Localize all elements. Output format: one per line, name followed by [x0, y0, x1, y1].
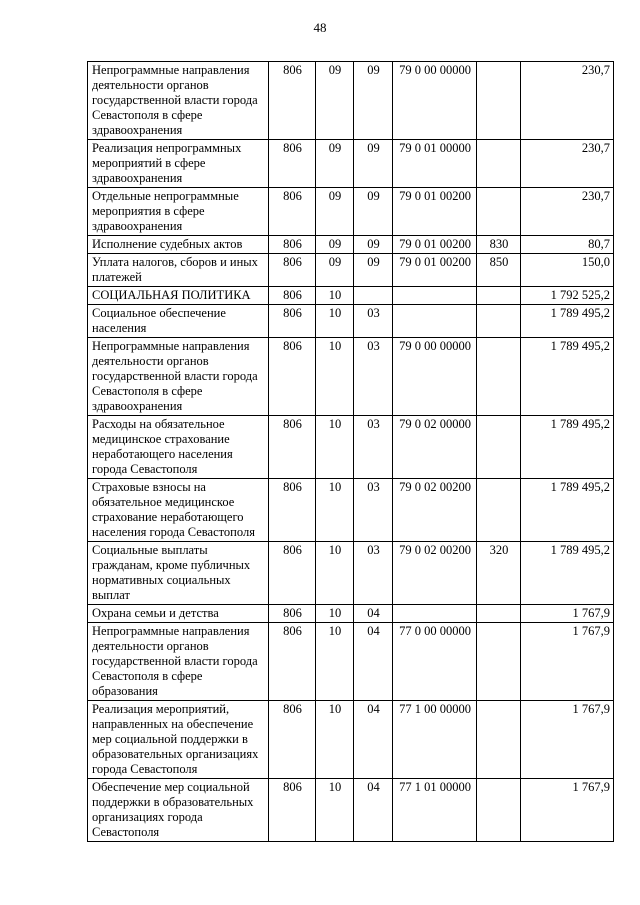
section-code-cell: 09: [316, 254, 354, 287]
expense-type-cell: [477, 623, 521, 701]
subsection-code-cell: [354, 287, 393, 305]
subsection-code-cell: 03: [354, 416, 393, 479]
subsection-code-cell: 09: [354, 188, 393, 236]
department-code-cell: 806: [269, 416, 316, 479]
expense-type-cell: 320: [477, 542, 521, 605]
amount-cell: 1 767,9: [521, 623, 614, 701]
table-row: [88, 188, 614, 236]
department-code-cell: 806: [269, 479, 316, 542]
amount-cell: 80,7: [521, 236, 614, 254]
amount-cell: 1 767,9: [521, 605, 614, 623]
amount-cell: 1 767,9: [521, 701, 614, 779]
amount-cell: 1 792 525,2: [521, 287, 614, 305]
expense-name-cell: Непрограммные направления деятельности органов государственной власти города Севастополя в сфере здравоохранения: [88, 338, 269, 416]
table-row: [88, 254, 614, 287]
table-row: [88, 542, 614, 605]
target-article-cell: [393, 605, 477, 623]
table-row: [88, 140, 614, 188]
expense-name-cell: Охрана семьи и детства: [88, 605, 269, 623]
table-row: [88, 305, 614, 338]
expense-name-cell: Обеспечение мер социальной поддержки в образовательных организациях города Севастополя: [88, 779, 269, 842]
expense-name-cell: СОЦИАЛЬНАЯ ПОЛИТИКА: [88, 287, 269, 305]
department-code-cell: 806: [269, 305, 316, 338]
expense-name-cell: Исполнение судебных актов: [88, 236, 269, 254]
subsection-code-cell: 09: [354, 140, 393, 188]
expense-name-cell: Социальное обеспечение населения: [88, 305, 269, 338]
expense-type-cell: [477, 140, 521, 188]
department-code-cell: 806: [269, 140, 316, 188]
target-article-cell: 79 0 00 00000: [393, 62, 477, 140]
target-article-cell: 79 0 01 00200: [393, 188, 477, 236]
subsection-code-cell: 04: [354, 623, 393, 701]
subsection-code-cell: 09: [354, 62, 393, 140]
subsection-code-cell: 04: [354, 779, 393, 842]
table-row: [88, 287, 614, 305]
amount-cell: 1 789 495,2: [521, 542, 614, 605]
amount-cell: 230,7: [521, 140, 614, 188]
target-article-cell: [393, 305, 477, 338]
table-body: [88, 62, 614, 842]
subsection-code-cell: 09: [354, 254, 393, 287]
page-number: 48: [313, 20, 327, 35]
target-article-cell: 79 0 01 00200: [393, 254, 477, 287]
table-row: [88, 416, 614, 479]
expense-type-cell: 830: [477, 236, 521, 254]
expense-type-cell: [477, 416, 521, 479]
department-code-cell: 806: [269, 188, 316, 236]
amount-cell: 1 767,9: [521, 779, 614, 842]
expense-type-cell: [477, 605, 521, 623]
expense-name-cell: Уплата налогов, сборов и иных платежей: [88, 254, 269, 287]
expense-name-cell: Непрограммные направления деятельности органов государственной власти города Севастополя в сфере образования: [88, 623, 269, 701]
section-code-cell: 09: [316, 140, 354, 188]
table-row: [88, 701, 614, 779]
section-code-cell: 09: [316, 236, 354, 254]
section-code-cell: 10: [316, 605, 354, 623]
department-code-cell: 806: [269, 287, 316, 305]
expense-type-cell: [477, 338, 521, 416]
section-code-cell: 10: [316, 779, 354, 842]
subsection-code-cell: 04: [354, 605, 393, 623]
expense-type-cell: [477, 779, 521, 842]
subsection-code-cell: 04: [354, 701, 393, 779]
table-row: [88, 479, 614, 542]
expense-type-cell: 850: [477, 254, 521, 287]
section-code-cell: 10: [316, 542, 354, 605]
section-code-cell: 10: [316, 701, 354, 779]
target-article-cell: 77 1 00 00000: [393, 701, 477, 779]
amount-cell: 150,0: [521, 254, 614, 287]
expense-name-cell: Отдельные непрограммные мероприятия в сфере здравоохранения: [88, 188, 269, 236]
section-code-cell: 09: [316, 188, 354, 236]
department-code-cell: 806: [269, 236, 316, 254]
target-article-cell: 77 0 00 00000: [393, 623, 477, 701]
table-row: [88, 605, 614, 623]
target-article-cell: 79 0 01 00000: [393, 140, 477, 188]
section-code-cell: 10: [316, 287, 354, 305]
department-code-cell: 806: [269, 779, 316, 842]
amount-cell: 1 789 495,2: [521, 305, 614, 338]
amount-cell: 230,7: [521, 188, 614, 236]
amount-cell: 1 789 495,2: [521, 416, 614, 479]
expense-name-cell: Расходы на обязательное медицинское страхование неработающего населения города Севастополя: [88, 416, 269, 479]
table-row: [88, 779, 614, 842]
section-code-cell: 10: [316, 305, 354, 338]
table-row: [88, 62, 614, 140]
expense-type-cell: [477, 62, 521, 140]
subsection-code-cell: 09: [354, 236, 393, 254]
section-code-cell: 10: [316, 623, 354, 701]
amount-cell: 230,7: [521, 62, 614, 140]
section-code-cell: 09: [316, 62, 354, 140]
table-row: [88, 236, 614, 254]
target-article-cell: 79 0 02 00200: [393, 542, 477, 605]
target-article-cell: 77 1 01 00000: [393, 779, 477, 842]
subsection-code-cell: 03: [354, 479, 393, 542]
expense-name-cell: Реализация непрограммных мероприятий в сфере здравоохранения: [88, 140, 269, 188]
department-code-cell: 806: [269, 605, 316, 623]
amount-cell: 1 789 495,2: [521, 479, 614, 542]
target-article-cell: 79 0 01 00200: [393, 236, 477, 254]
expense-type-cell: [477, 305, 521, 338]
expense-name-cell: Непрограммные направления деятельности органов государственной власти города Севастополя в сфере здравоохранения: [88, 62, 269, 140]
expense-name-cell: Социальные выплаты гражданам, кроме публичных нормативных социальных выплат: [88, 542, 269, 605]
department-code-cell: 806: [269, 623, 316, 701]
budget-table: [87, 61, 614, 842]
department-code-cell: 806: [269, 542, 316, 605]
target-article-cell: 79 0 02 00000: [393, 416, 477, 479]
target-article-cell: 79 0 02 00200: [393, 479, 477, 542]
department-code-cell: 806: [269, 338, 316, 416]
subsection-code-cell: 03: [354, 542, 393, 605]
expense-type-cell: [477, 287, 521, 305]
department-code-cell: 806: [269, 62, 316, 140]
expense-name-cell: Страховые взносы на обязательное медицинское страхование неработающего населения города Севастополя: [88, 479, 269, 542]
section-code-cell: 10: [316, 416, 354, 479]
amount-cell: 1 789 495,2: [521, 338, 614, 416]
expense-type-cell: [477, 188, 521, 236]
expense-type-cell: [477, 701, 521, 779]
table-row: [88, 338, 614, 416]
table-row: [88, 623, 614, 701]
department-code-cell: 806: [269, 254, 316, 287]
subsection-code-cell: 03: [354, 305, 393, 338]
target-article-cell: 79 0 00 00000: [393, 338, 477, 416]
department-code-cell: 806: [269, 701, 316, 779]
expense-type-cell: [477, 479, 521, 542]
subsection-code-cell: 03: [354, 338, 393, 416]
section-code-cell: 10: [316, 338, 354, 416]
expense-name-cell: Реализация мероприятий, направленных на обеспечение мер социальной поддержки в образовательных организациях города Севастополя: [88, 701, 269, 779]
target-article-cell: [393, 287, 477, 305]
section-code-cell: 10: [316, 479, 354, 542]
